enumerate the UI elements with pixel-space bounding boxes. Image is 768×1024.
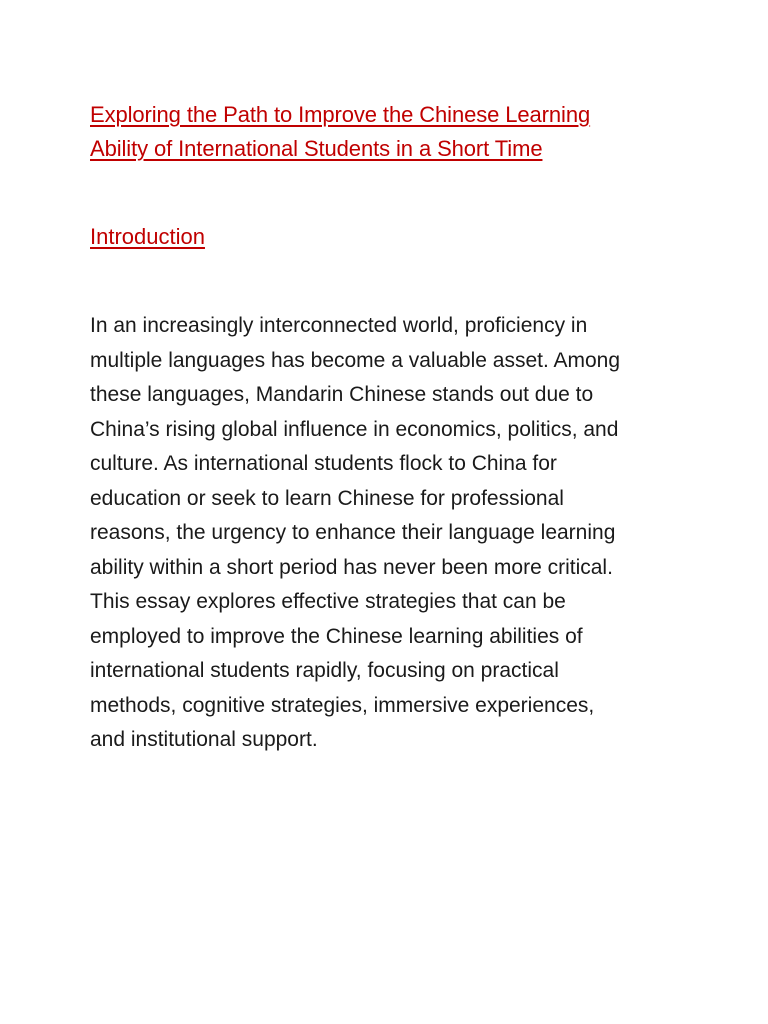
- paragraph-line: these languages, Mandarin Chinese stands out due to: [90, 383, 594, 406]
- paragraph-line: employed to improve the Chinese learning abilities of: [90, 624, 583, 648]
- paragraph-line: reasons, the urgency to enhance their language learning: [90, 521, 616, 544]
- paragraph-line: education or seek to learn Chinese for professional: [90, 486, 564, 510]
- paragraph-line: China’s rising global influence in economics, politics, and: [90, 417, 619, 441]
- document-title: [90, 98, 730, 166]
- paragraph-line: culture. As international students flock to China for: [90, 452, 557, 475]
- paragraph-line: multiple languages has become a valuable asset. Among: [90, 348, 621, 372]
- section-heading: Introduction: [90, 224, 205, 249]
- paragraph-line: This essay explores effective strategies that can be: [90, 590, 566, 613]
- paragraph-line: international students rapidly, focusing on practical: [90, 659, 559, 682]
- intro-paragraph: [90, 309, 690, 758]
- title-line: Exploring the Path to Improve the Chinese Learning: [90, 102, 591, 127]
- paragraph-line: ability within a short period has never been more critical.: [90, 555, 613, 579]
- title-line: Ability of International Students in a Short Time: [90, 136, 543, 161]
- paragraph-line: and institutional support.: [90, 728, 318, 751]
- paragraph-line: In an increasingly interconnected world, proficiency in: [90, 314, 588, 337]
- paragraph-line: methods, cognitive strategies, immersive experiences,: [90, 693, 595, 717]
